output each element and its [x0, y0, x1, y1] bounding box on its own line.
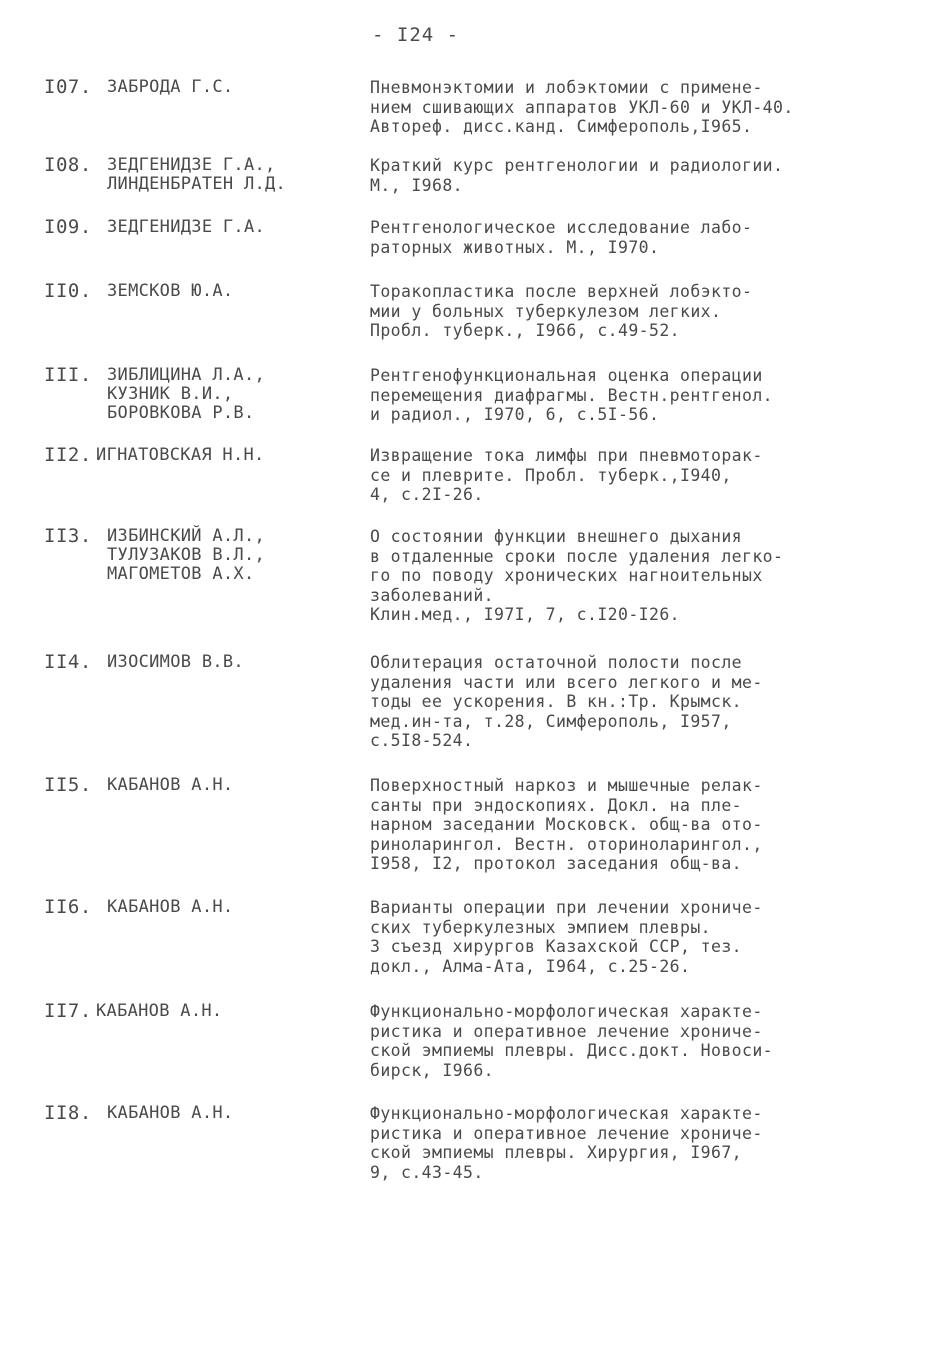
- entry-number: I07.: [44, 76, 92, 98]
- entry-authors: ИГНАТОВСКАЯ Н.Н.: [96, 445, 265, 465]
- entry-description: Функционально-морфологическая характе- ристика и оперативное лечение хрониче- ской эмпиемы плевры. Хирургия, I967, 9, с.43-45.: [370, 1104, 763, 1182]
- entry-number: II8.: [44, 1102, 92, 1124]
- entry-description: Извращение тока лимфы при пневмоторак- се и плеврите. Пробл. туберк.,I940, 4, с.2I-26.: [370, 446, 763, 504]
- entry-authors: КАБАНОВ А.Н.: [107, 1103, 234, 1123]
- entry-authors: КАБАНОВ А.Н.: [107, 897, 234, 917]
- entry-number: II6.: [44, 896, 92, 918]
- entry-number: I09.: [44, 216, 92, 238]
- entry-number: II5.: [44, 774, 92, 796]
- page-number: - I24 -: [372, 24, 460, 46]
- entry-number: II0.: [44, 280, 92, 302]
- entry-authors: ЗЕМСКОВ Ю.А.: [107, 281, 234, 301]
- entry-number: II4.: [44, 651, 92, 673]
- entry-description: Варианты операции при лечении хрониче- ских туберкулезных эмпием плевры. 3 съезд хирургов Казахской ССР, тез. докл., Алма-Ата, I964, с.25-26.: [370, 898, 763, 976]
- entry-description: Рентгенологическое исследование лабо- раторных животных. М., I970.: [370, 218, 753, 257]
- entry-authors: ЗИБЛИЦИНА Л.А., КУЗНИК В.И., БОРОВКОВА Р.В.: [107, 365, 266, 423]
- entry-description: Торакопластика после верхней лобэкто- мии у больных туберкулезом легких. Пробл. туберк., I966, с.49-52.: [370, 282, 753, 340]
- entry-authors: ЗЕДГЕНИДЗЕ Г.А.: [107, 217, 266, 237]
- entry-authors: ИЗБИНСКИЙ А.Л., ТУЛУЗАКОВ В.Л., МАГОМЕТОВ А.Х.: [107, 526, 266, 584]
- entry-authors: ЗАБРОДА Г.С.: [107, 77, 234, 97]
- entry-authors: КАБАНОВ А.Н.: [96, 1001, 223, 1021]
- entry-number: II7.: [44, 1000, 92, 1022]
- entry-description: Облитерация остаточной полости после удаления части или всего легкого и ме- тоды ее ускорения. В кн.:Тр. Крымск. мед.ин-та, т.28, Симферополь, I957, с.5I8-524.: [370, 653, 763, 750]
- entry-authors: ЗЕДГЕНИДЗЕ Г.А., ЛИНДЕНБРАТЕН Л.Д.: [107, 155, 287, 194]
- entry-description: Поверхностный наркоз и мышечные релак- санты при эндоскопиях. Докл. на пле- нарном заседании Московск. общ-ва ото- риноларингол. Вестн. оториноларингол., I958, I2, протокол заседания общ-ва.: [370, 776, 763, 873]
- entry-authors: КАБАНОВ А.Н.: [107, 775, 234, 795]
- entry-description: Рентгенофункциональная оценка операции перемещения диафрагмы. Вестн.рентгенол. и радиол., I970, 6, с.5I-56.: [370, 366, 774, 424]
- entry-number: II3.: [44, 525, 92, 547]
- entry-number: III.: [44, 364, 92, 386]
- entry-description: Пневмонэктомии и лобэктомии с примене- нием сшивающих аппаратов УКЛ-60 и УКЛ-40. Автореф. дисс.канд. Симферополь,I965.: [370, 78, 794, 136]
- entry-authors: ИЗОСИМОВ В.В.: [107, 652, 244, 672]
- entry-description: О состоянии функции внешнего дыхания в отдаленные сроки после удаления легко- го по поводу хронических нагноительных заболеваний. Клин.мед., I97I, 7, с.I20-I26.: [370, 527, 784, 624]
- entry-number: I08.: [44, 154, 92, 176]
- entry-number: II2.: [44, 444, 92, 466]
- entry-description: Функционально-морфологическая характе- ристика и оперативное лечение хрониче- ской эмпиемы плевры. Дисс.докт. Новоси- бирск, I966.: [370, 1002, 774, 1080]
- entry-description: Краткий курс рентгенологии и радиологии. М., I968.: [370, 156, 784, 195]
